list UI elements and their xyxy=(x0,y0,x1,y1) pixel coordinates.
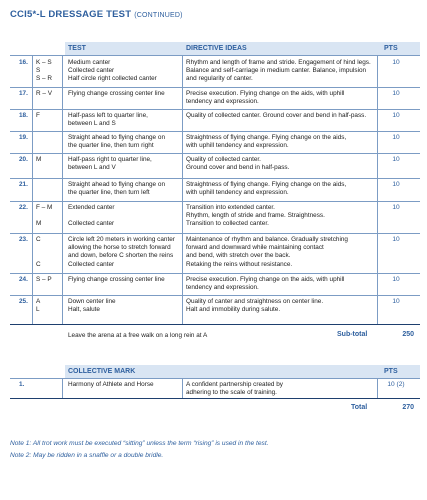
divider xyxy=(377,56,378,87)
collective-header-pts: PTS xyxy=(384,368,398,375)
row-markers: F – M M xyxy=(36,204,53,228)
row-points: 10 xyxy=(392,181,400,188)
divider xyxy=(377,201,378,233)
row-test: Extended canter Collected canter xyxy=(68,204,115,228)
row-markers: S – P xyxy=(36,276,52,283)
total-value: 270 xyxy=(402,404,414,411)
divider xyxy=(182,178,183,201)
divider xyxy=(62,131,63,153)
row-directive: Transition into extended canter. Rhythm, length of stride and frame. Straightness. Transition to collected canter. xyxy=(186,204,325,228)
collective-points: 10 (2) xyxy=(387,381,405,388)
divider xyxy=(32,153,33,178)
divider xyxy=(62,233,63,273)
divider xyxy=(32,131,33,153)
divider xyxy=(62,87,63,109)
divider xyxy=(32,273,33,295)
row-points: 10 xyxy=(392,59,400,66)
divider xyxy=(32,109,33,131)
divider xyxy=(10,233,420,234)
divider xyxy=(32,201,33,233)
row-test: Down center line Halt, salute xyxy=(68,298,116,314)
divider xyxy=(10,295,420,296)
divider xyxy=(182,201,183,233)
divider xyxy=(62,153,63,178)
row-markers: A L xyxy=(36,298,41,314)
divider xyxy=(377,87,378,109)
row-directive: Quality of collected canter. Ground cover and bend in half-pass. xyxy=(186,156,290,172)
divider xyxy=(62,378,63,398)
header-test: TEST xyxy=(68,45,86,52)
title-suffix: (CONTINUED) xyxy=(134,12,183,19)
divider xyxy=(182,233,183,273)
divider xyxy=(10,131,420,132)
row-markers: M xyxy=(36,156,42,163)
header-directive: DIRECTIVE IDEAS xyxy=(186,45,247,52)
divider xyxy=(32,56,33,87)
divider xyxy=(62,295,63,324)
divider xyxy=(182,131,183,153)
divider xyxy=(182,273,183,295)
divider xyxy=(62,109,63,131)
divider xyxy=(377,273,378,295)
divider xyxy=(377,378,378,398)
row-directive: Rhythm and length of frame and stride. Engagement of hind legs. Balance and self-carriage in medium canter. Balance, impulsion and regularity of canter. xyxy=(186,59,371,83)
row-directive: Precise execution. Flying change on the aids, with uphill tendency and expression. xyxy=(186,90,345,106)
page-title xyxy=(10,9,183,20)
row-number: 18. xyxy=(19,112,28,119)
row-directive: Quality of canter and straightness on center line. Halt and immobility during salute. xyxy=(186,298,324,314)
row-points: 10 xyxy=(392,298,400,305)
subtotal-value: 250 xyxy=(402,331,414,338)
row-points: 10 xyxy=(392,134,400,141)
row-points: 10 xyxy=(392,112,400,119)
row-markers: K – S S S – R xyxy=(36,59,52,83)
note-1: Note 1: All trot work must be executed “sitting” unless the term “rising” is used in the test. xyxy=(10,440,269,447)
divider xyxy=(10,324,420,325)
note-2: Note 2: May be ridden in a snaffle or a double bridle. xyxy=(10,452,164,459)
row-number: 24. xyxy=(19,276,28,283)
divider xyxy=(10,201,420,202)
row-points: 10 xyxy=(392,204,400,211)
row-markers: R – V xyxy=(36,90,52,97)
row-directive: Precise execution. Flying change on the aids, with uphill tendency and expression. xyxy=(186,276,345,292)
subtotal-label: Sub-total xyxy=(337,331,368,338)
row-number: 23. xyxy=(19,236,28,243)
row-markers: C C xyxy=(36,236,41,268)
divider xyxy=(10,378,420,379)
collective-item: Harmony of Athlete and Horse xyxy=(68,381,154,388)
row-number: 22. xyxy=(19,204,28,211)
row-number: 16. xyxy=(19,59,28,66)
row-number: 20. xyxy=(19,156,28,163)
row-number: 17. xyxy=(19,90,28,97)
divider xyxy=(377,131,378,153)
divider xyxy=(377,295,378,324)
row-test: Straight ahead to flying change on the quarter line, then turn left xyxy=(68,181,165,197)
collective-header xyxy=(65,365,420,378)
row-points: 10 xyxy=(392,156,400,163)
row-number: 19. xyxy=(19,134,28,141)
row-number: 25. xyxy=(19,298,28,305)
row-points: 10 xyxy=(392,90,400,97)
total-label: Total xyxy=(351,404,368,411)
divider xyxy=(62,201,63,233)
divider xyxy=(377,178,378,201)
row-directive: Quality of collected canter. Ground cover and bend in half-pass. xyxy=(186,112,367,119)
row-test: Straight ahead to flying change on the quarter line, then turn right xyxy=(68,134,165,150)
divider xyxy=(10,109,420,110)
row-test: Flying change crossing center line xyxy=(68,90,165,97)
title-main: CCI5*-L DRESSAGE TEST xyxy=(10,9,132,20)
divider xyxy=(182,153,183,178)
row-test: Flying change crossing center line xyxy=(68,276,165,283)
divider xyxy=(182,87,183,109)
divider xyxy=(377,109,378,131)
row-directive: Straightness of flying change. Flying change on the aids, with uphill tendency and expression. xyxy=(186,181,347,197)
divider xyxy=(182,56,183,87)
divider xyxy=(10,55,420,56)
divider xyxy=(62,56,63,87)
row-test: Medium canter Collected canter Half circle right collected canter xyxy=(68,59,157,83)
divider xyxy=(10,153,420,154)
divider xyxy=(377,233,378,273)
divider xyxy=(32,87,33,109)
divider xyxy=(32,295,33,324)
row-points: 10 xyxy=(392,276,400,283)
divider xyxy=(32,178,33,201)
row-test: Circle left 20 meters in working canter allowing the horse to stretch forward and down, before C shorten the reins Collected canter xyxy=(68,236,175,268)
header-pts: PTS xyxy=(384,45,398,52)
row-points: 10 xyxy=(392,236,400,243)
divider xyxy=(10,178,420,179)
divider xyxy=(182,109,183,131)
row-markers: F xyxy=(36,112,40,119)
divider xyxy=(32,233,33,273)
divider xyxy=(10,87,420,88)
row-test: Half-pass left to quarter line, between L and S xyxy=(68,112,148,128)
table-header xyxy=(65,42,420,55)
divider xyxy=(62,273,63,295)
row-directive: Straightness of flying change. Flying change on the aids, with uphill tendency and expression. xyxy=(186,134,347,150)
divider xyxy=(182,378,183,398)
row-test: Half-pass right to quarter line, between L and V xyxy=(68,156,152,172)
divider xyxy=(10,398,420,399)
divider xyxy=(377,153,378,178)
divider xyxy=(10,273,420,274)
row-directive: Maintenance of rhythm and balance. Gradually stretching forward and downward while maintaining contact and bend, with stretch over the back. Retaking the reins without resistance. xyxy=(186,236,348,268)
collective-directive: A confident partnership created by adhering to the scale of training. xyxy=(186,381,283,397)
divider xyxy=(182,295,183,324)
collective-header-label: COLLECTIVE MARK xyxy=(68,368,136,375)
leave-instruction: Leave the arena at a free walk on a long rein at A xyxy=(68,332,208,339)
collective-number: 1. xyxy=(19,381,25,388)
row-number: 21. xyxy=(19,181,28,188)
divider xyxy=(62,178,63,201)
